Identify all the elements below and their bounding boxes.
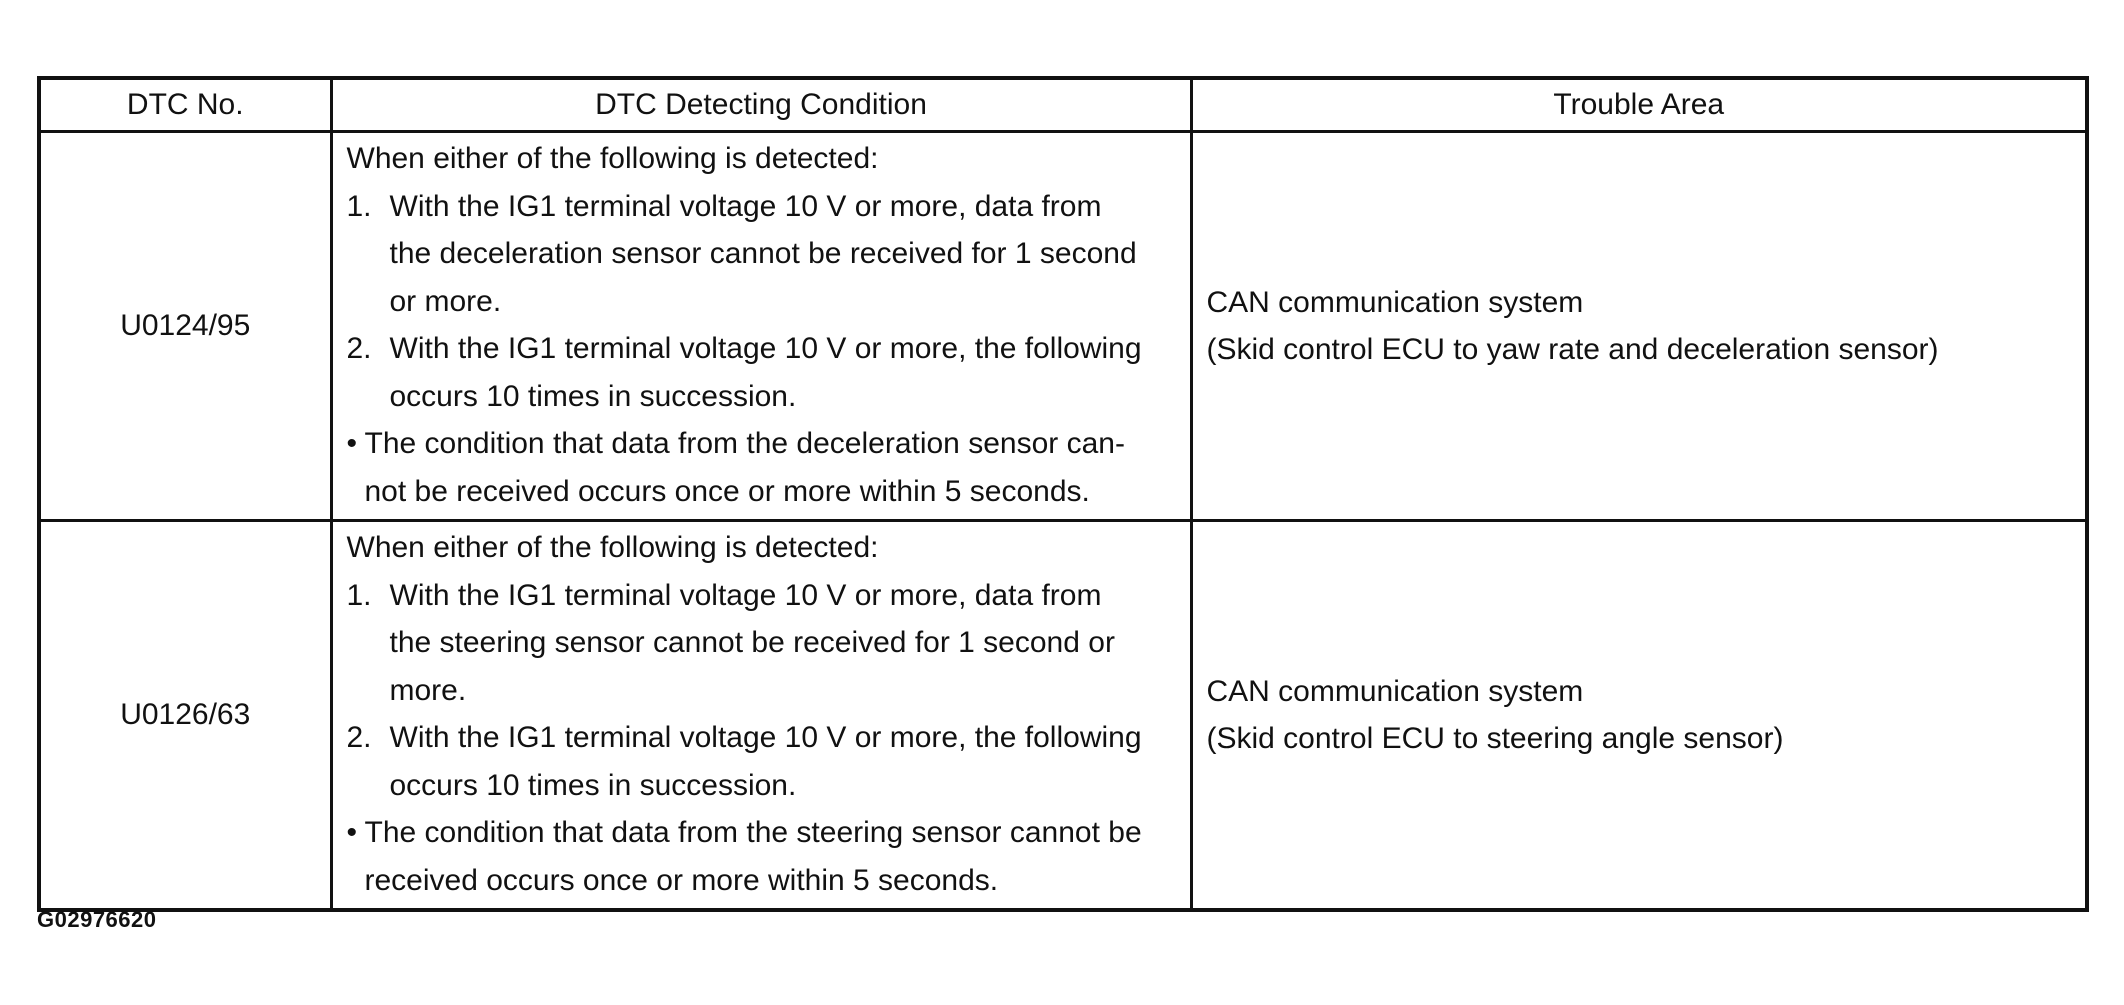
step-number: 1. [346,189,372,223]
condition-step-1 [347,572,1180,715]
step-text-line: With the IG1 terminal voltage 10 V or more, the following [389,721,1142,754]
table-row [39,521,2087,911]
bullet-text [365,420,1125,515]
trouble-area-line: (Skid control ECU to yaw rate and deceleration sensor) [1206,333,1939,366]
trouble-area-line: (Skid control ECU to steering angle sensor) [1206,722,1784,755]
header-detecting-condition: DTC Detecting Condition [331,78,1191,132]
condition-bullet [347,809,1180,904]
bullet-icon: • [346,427,358,460]
step-text-line: occurs 10 times in succession. [389,768,797,802]
trouble-area-line: CAN communication system [1206,674,1584,708]
step-text [390,714,1142,809]
figure-code: G02976620 [37,907,157,932]
detecting-condition [331,521,1191,911]
detecting-condition [331,132,1191,521]
bullet-icon: • [346,816,358,849]
condition-step-1 [347,183,1180,326]
step-text-line: or more. [389,284,502,318]
trouble-area [1191,132,2087,521]
step-number: 2. [346,332,372,365]
dtc-table [37,76,2089,912]
bullet-text-line: received occurs once or more within 5 seconds. [364,863,999,897]
header-dtc-no: DTC No. [39,78,331,132]
step-text-line: the steering sensor cannot be received for 1 second or [389,626,1115,659]
header-trouble-area: Trouble Area [1191,78,2087,132]
step-number: 1. [346,578,372,612]
bullet-text-line: The condition that data from the deceleration sensor can- [364,427,1125,460]
step-number: 2. [346,721,372,754]
step-text [390,183,1137,326]
bullet-text-line: not be received occurs once or more within 5 seconds. [364,474,1090,508]
step-text-line: the deceleration sensor cannot be received for 1 second [389,237,1137,270]
condition-intro: When either of the following is detected: [346,142,879,175]
step-text [390,325,1142,420]
bullet-text-line: The condition that data from the steering sensor cannot be [364,816,1142,849]
step-text-line: more. [389,673,467,707]
condition-intro: When either of the following is detected: [346,531,879,564]
step-text [390,572,1115,715]
step-text-line: With the IG1 terminal voltage 10 V or more, data from [389,578,1102,612]
dtc-number: U0126/63 [39,521,331,911]
table-row [39,132,2087,521]
condition-bullet [347,420,1180,515]
dtc-number: U0124/95 [39,132,331,521]
step-text-line: With the IG1 terminal voltage 10 V or more, data from [389,189,1102,223]
step-text-line: occurs 10 times in succession. [389,379,797,413]
bullet-text [365,809,1142,904]
trouble-area [1191,521,2087,911]
condition-step-2 [347,325,1180,420]
trouble-area-line: CAN communication system [1206,285,1584,319]
step-text-line: With the IG1 terminal voltage 10 V or more, the following [389,332,1142,365]
condition-step-2 [347,714,1180,809]
table-header-row [39,78,2087,132]
